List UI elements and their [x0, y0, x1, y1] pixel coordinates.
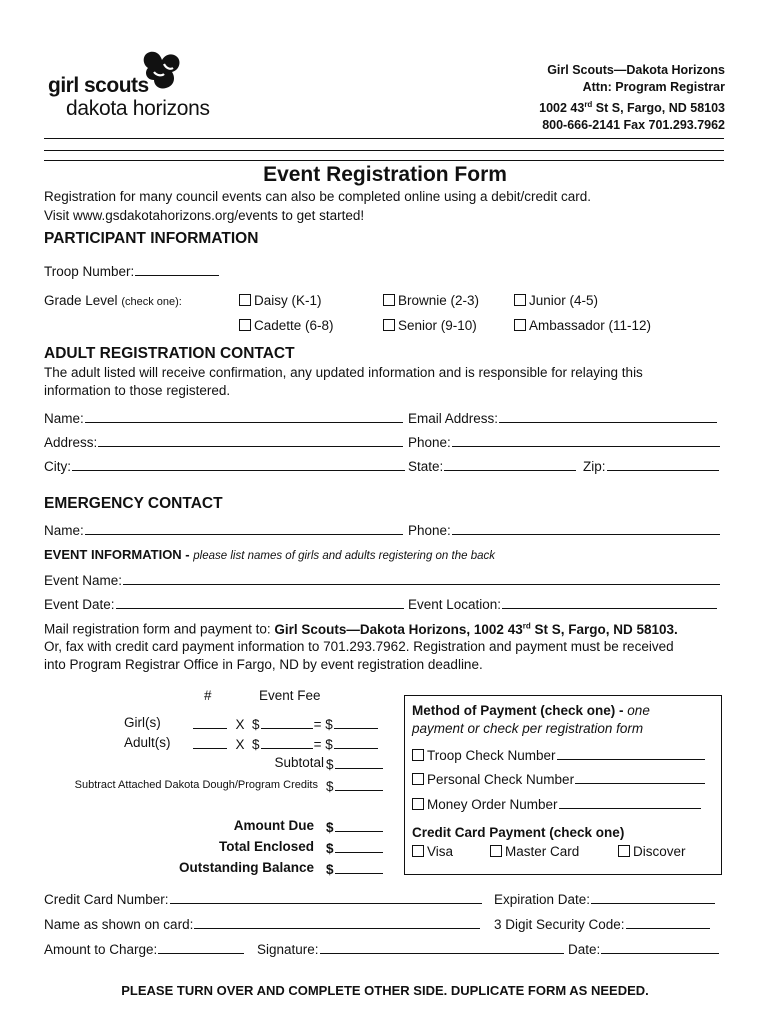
- outstanding-balance-label: Outstanding Balance: [178, 860, 314, 875]
- amount-to-charge-field[interactable]: Amount to Charge:: [44, 940, 245, 957]
- adults-fee-row[interactable]: X $ = $: [192, 735, 379, 752]
- emergency-phone-field[interactable]: Phone:: [408, 521, 721, 538]
- mail-line1: Mail registration form and payment to: Girl Scouts—Dakota Horizons, 1002 43rd St S, Fargo, ND 58103.: [44, 621, 678, 637]
- divider: [44, 160, 724, 161]
- grade-cadette-checkbox[interactable]: Cadette (6-8): [239, 318, 334, 333]
- event-location-field[interactable]: Event Location:: [408, 595, 718, 612]
- event-date-field[interactable]: Event Date:: [44, 595, 405, 612]
- count-header: #: [204, 688, 212, 703]
- discover-checkbox[interactable]: Discover: [618, 844, 686, 859]
- amount-due-label: Amount Due: [233, 818, 314, 833]
- emergency-name-field[interactable]: Name:: [44, 521, 404, 538]
- adult-name-field[interactable]: Name:: [44, 409, 404, 426]
- event-name-field[interactable]: Event Name:: [44, 571, 721, 588]
- total-enclosed-field[interactable]: $: [326, 839, 384, 856]
- total-enclosed-label: Total Enclosed: [218, 839, 314, 854]
- emergency-heading: EMERGENCY CONTACT: [44, 495, 223, 512]
- troop-label: Troop Number:: [44, 264, 135, 279]
- adult-desc-line1: The adult listed will receive confirmation, any updated information and is responsible for relaying this: [44, 365, 643, 380]
- troop-check-option[interactable]: Troop Check Number: [412, 746, 706, 763]
- security-code-field[interactable]: 3 Digit Security Code:: [494, 915, 711, 932]
- subtotal-label: Subtotal: [274, 755, 324, 770]
- mastercard-checkbox[interactable]: Master Card: [490, 844, 579, 859]
- adult-city-field[interactable]: City:: [44, 457, 406, 474]
- logo-text-line2: dakota horizons: [66, 97, 210, 120]
- event-info-heading: EVENT INFORMATION - please list names of girls and adults registering on the back: [44, 547, 495, 562]
- participant-heading: PARTICIPANT INFORMATION: [44, 230, 259, 247]
- adult-contact-heading: ADULT REGISTRATION CONTACT: [44, 345, 295, 362]
- troop-number-field[interactable]: [44, 262, 220, 279]
- dough-credits-field[interactable]: $: [326, 777, 384, 794]
- credit-card-heading: Credit Card Payment (check one): [412, 825, 625, 840]
- payment-method-heading: Method of Payment (check one) - one payment or check per registration form: [412, 703, 650, 736]
- name-on-card-field[interactable]: Name as shown on card:: [44, 915, 481, 932]
- adult-state-field[interactable]: State:: [408, 457, 577, 474]
- org-phone: 800-666-2141 Fax 701.293.7962: [542, 118, 725, 133]
- grade-level-label: Grade Level (check one):: [44, 293, 182, 308]
- org-name: Girl Scouts—Dakota Horizons: [547, 63, 725, 77]
- money-order-option[interactable]: Money Order Number: [412, 795, 702, 812]
- adults-label: Adult(s): [124, 735, 171, 750]
- intro-line2: Visit www.gsdakotahorizons.org/events to get started!: [44, 208, 365, 223]
- grade-ambassador-checkbox[interactable]: Ambassador (11-12): [514, 318, 651, 333]
- adult-zip-field[interactable]: Zip:: [583, 457, 720, 474]
- org-street: 1002 43rd St S, Fargo, ND 58103: [539, 100, 725, 116]
- visa-checkbox[interactable]: Visa: [412, 844, 453, 859]
- grade-senior-checkbox[interactable]: Senior (9-10): [383, 318, 477, 333]
- org-attn: Attn: Program Registrar: [582, 80, 725, 94]
- outstanding-balance-field[interactable]: $: [326, 860, 384, 877]
- mail-line3: into Program Registrar Office in Fargo, ND by event registration deadline.: [44, 657, 483, 672]
- adult-desc-line2: information to those registered.: [44, 383, 231, 398]
- girls-label: Girl(s): [124, 715, 161, 730]
- page-title: Event Registration Form: [263, 163, 507, 186]
- expiration-date-field[interactable]: Expiration Date:: [494, 890, 716, 907]
- date-field[interactable]: Date:: [568, 940, 720, 957]
- grade-brownie-checkbox[interactable]: Brownie (2-3): [383, 293, 479, 308]
- mail-line2: Or, fax with credit card payment information to 701.293.7962. Registration and payment must be received: [44, 639, 674, 654]
- grade-daisy-checkbox[interactable]: Daisy (K-1): [239, 293, 322, 308]
- divider: [44, 138, 724, 139]
- event-fee-header: Event Fee: [259, 688, 321, 703]
- girls-fee-row[interactable]: X $ = $: [192, 715, 379, 732]
- footer-note: PLEASE TURN OVER AND COMPLETE OTHER SIDE. DUPLICATE FORM AS NEEDED.: [121, 983, 649, 998]
- personal-check-option[interactable]: Personal Check Number: [412, 770, 706, 787]
- divider: [44, 150, 724, 151]
- dough-credits-label: Subtract Attached Dakota Dough/Program Credits: [74, 779, 318, 791]
- signature-field[interactable]: Signature:: [257, 940, 565, 957]
- amount-due-field[interactable]: $: [326, 818, 384, 835]
- org-address: [539, 62, 725, 134]
- adult-phone-field[interactable]: Phone:: [408, 433, 721, 450]
- grade-junior-checkbox[interactable]: Junior (4-5): [514, 293, 598, 308]
- adult-address-field[interactable]: Address:: [44, 433, 404, 450]
- adult-email-field[interactable]: Email Address:: [408, 409, 718, 426]
- logo-text-line1: girl scouts: [48, 74, 149, 97]
- intro-line1: Registration for many council events can also be completed online using a debit/credit card.: [44, 189, 592, 204]
- subtotal-field[interactable]: $: [326, 755, 384, 772]
- card-number-field[interactable]: Credit Card Number:: [44, 890, 483, 907]
